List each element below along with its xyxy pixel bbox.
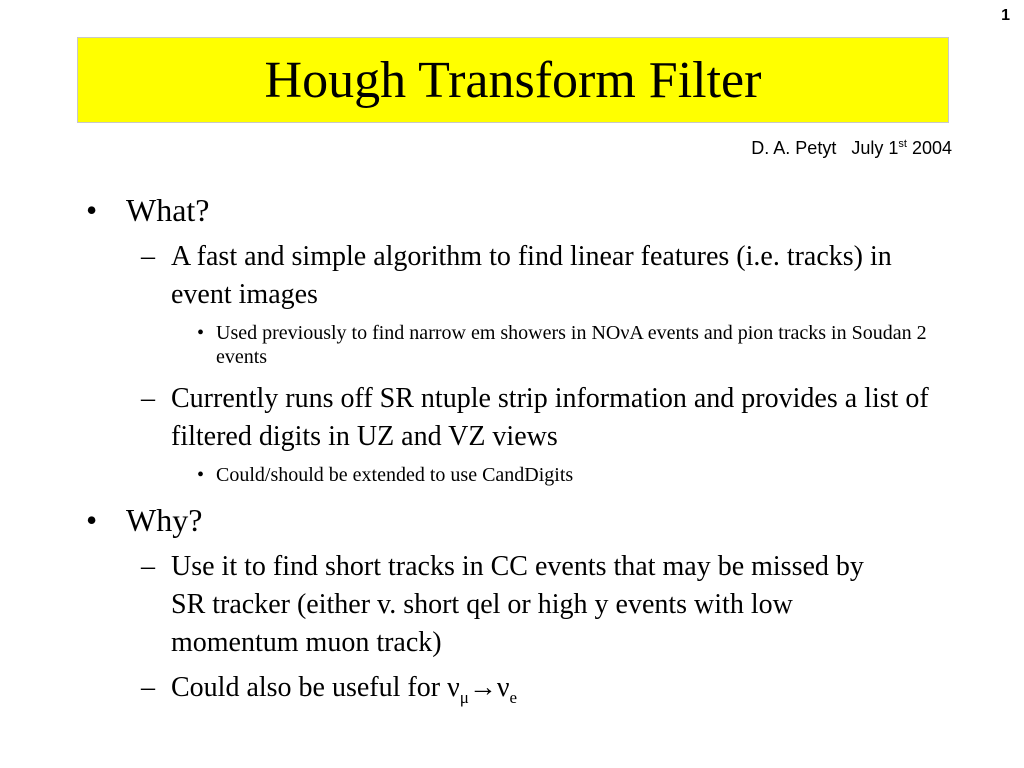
nu-symbol: ν [447, 672, 460, 703]
slide-title: Hough Transform Filter [264, 52, 762, 109]
bullet-what-label: What? [126, 192, 210, 228]
detail-previous-use-text: Used previously to find narrow em showers in NOνA events and pion tracks in Soudan 2 events [216, 322, 927, 368]
arrow-symbol: → [468, 672, 497, 703]
dash-marker: – [141, 383, 155, 414]
subbullet-algorithm-text: A fast and simple algorithm to find linear features (i.e. tracks) in event images [171, 241, 892, 310]
dash-marker: – [141, 241, 155, 272]
bullet-marker: • [86, 192, 98, 228]
bullet-marker: • [86, 502, 98, 538]
dash-marker: – [141, 672, 155, 703]
date-prefix: July 1 [851, 138, 899, 158]
subbullet-ntuple-text: Currently runs off SR ntuple strip information and provides a list of filtered digits in UZ and VZ views [171, 383, 929, 452]
slide-number: 1 [1001, 7, 1010, 24]
mu-subscript: μ [459, 688, 469, 707]
subbullet-short-tracks-text: Use it to find short tracks in CC events that may be missed by SR tracker (either v. short qel or high y events with low momentum muon track) [171, 551, 864, 658]
author: D. A. Petyt [751, 138, 837, 158]
dash-marker: – [141, 551, 155, 582]
bullet-marker: • [197, 322, 205, 344]
date-superscript: st [898, 138, 907, 150]
e-subscript: e [509, 688, 518, 707]
title-banner [77, 37, 949, 123]
subbullet-numu-nue-text [171, 669, 946, 707]
byline [751, 138, 952, 159]
bullet-why-label: Why? [126, 502, 203, 538]
nu-symbol-2: ν [496, 672, 510, 703]
bullet-marker: • [197, 464, 205, 486]
detail-canddigits-text: Could/should be extended to use CandDigits [216, 464, 574, 486]
date-year: 2004 [911, 138, 952, 158]
useful-for-text: Could also be useful for [171, 672, 448, 703]
